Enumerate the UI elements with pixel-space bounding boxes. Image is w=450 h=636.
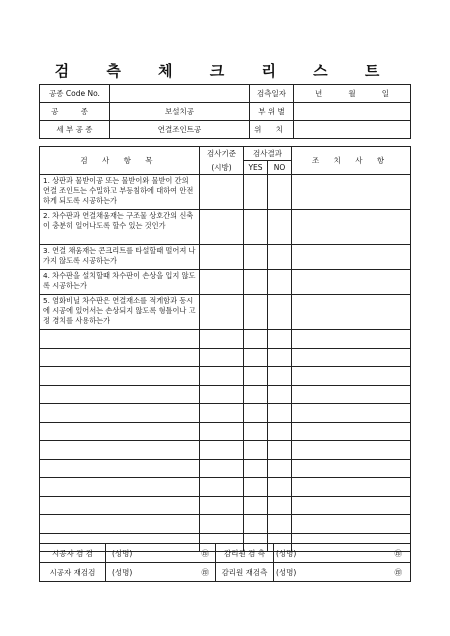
contractor-inspection-sign[interactable] (106, 544, 216, 563)
standard-header (200, 147, 244, 175)
empty-cell[interactable] (40, 404, 200, 423)
yes-header: YES (244, 161, 268, 175)
part-value[interactable] (294, 103, 411, 121)
empty-row (40, 478, 411, 497)
supervisor-inspection-label: 감리원 검 측 (216, 544, 274, 563)
empty-row (40, 348, 411, 367)
empty-cell[interactable] (40, 348, 200, 367)
empty-cell[interactable] (244, 459, 268, 478)
part-label: 부 위 별 (250, 103, 294, 121)
empty-cell[interactable] (244, 385, 268, 404)
contractor-reinspection-sign[interactable] (106, 563, 216, 582)
standard-header-line2: (시방) (211, 163, 232, 172)
checklist-row (40, 175, 411, 210)
action-cell[interactable] (292, 270, 411, 295)
empty-cell[interactable] (292, 441, 411, 460)
empty-cell[interactable] (244, 441, 268, 460)
info-table (39, 84, 411, 139)
name-placeholder: (성명) (276, 567, 297, 577)
empty-cell[interactable] (200, 348, 244, 367)
empty-cell[interactable] (244, 367, 268, 386)
empty-cell[interactable] (244, 496, 268, 515)
signature-table (39, 543, 411, 582)
empty-row (40, 404, 411, 423)
date-year-label: 년 (315, 89, 323, 98)
empty-row (40, 496, 411, 515)
empty-cell[interactable] (268, 385, 292, 404)
seal-icon: ㊞ (394, 548, 402, 558)
empty-cell[interactable] (244, 404, 268, 423)
empty-cell[interactable] (200, 330, 244, 349)
checklist-row (40, 295, 411, 330)
empty-cell[interactable] (40, 422, 200, 441)
date-month-label: 월 (348, 89, 356, 98)
name-placeholder: (성명) (276, 548, 297, 558)
empty-cell[interactable] (292, 459, 411, 478)
location-label: 위 치 (250, 121, 294, 139)
action-cell[interactable] (292, 210, 411, 245)
seal-icon: ㊞ (201, 567, 209, 577)
check-item: 4. 차수판을 설치할때 차수판이 손상을 입지 않도록 시공하는가 (40, 270, 200, 295)
supervisor-reinspection-label: 감리원 재검측 (216, 563, 274, 582)
empty-cell[interactable] (200, 441, 244, 460)
empty-cell[interactable] (244, 348, 268, 367)
empty-cell[interactable] (268, 441, 292, 460)
checklist-row (40, 245, 411, 270)
empty-cell[interactable] (40, 496, 200, 515)
seal-icon: ㊞ (201, 548, 209, 558)
empty-row (40, 367, 411, 386)
name-placeholder: (성명) (112, 548, 133, 558)
empty-cell[interactable] (200, 515, 244, 534)
empty-cell[interactable] (244, 478, 268, 497)
action-cell[interactable] (292, 175, 411, 210)
result-header: 검사결과 (244, 147, 292, 161)
standard-cell[interactable] (200, 295, 244, 330)
name-placeholder: (성명) (112, 567, 133, 577)
empty-cell[interactable] (200, 496, 244, 515)
empty-cell[interactable] (292, 478, 411, 497)
empty-cell[interactable] (268, 404, 292, 423)
empty-row (40, 330, 411, 349)
empty-cell[interactable] (40, 478, 200, 497)
date-label: 검측일자 (250, 85, 294, 103)
date-day-label: 일 (381, 89, 389, 98)
empty-cell[interactable] (40, 459, 200, 478)
empty-cell[interactable] (292, 367, 411, 386)
empty-row (40, 441, 411, 460)
work-label: 공 종 (40, 103, 110, 121)
empty-row (40, 422, 411, 441)
empty-cell[interactable] (292, 330, 411, 349)
empty-cell[interactable] (200, 478, 244, 497)
empty-cell[interactable] (268, 478, 292, 497)
standard-cell[interactable] (200, 245, 244, 270)
empty-cell[interactable] (200, 367, 244, 386)
document-title: 검 측 체 크 리 스 트 (54, 62, 396, 80)
empty-cell[interactable] (268, 459, 292, 478)
supervisor-reinspection-sign[interactable] (274, 563, 411, 582)
empty-cell[interactable] (292, 515, 411, 534)
no-header: NO (268, 161, 292, 175)
empty-cell[interactable] (268, 367, 292, 386)
no-cell[interactable] (268, 210, 292, 245)
code-label: 공종 Code No. (40, 85, 110, 103)
empty-cell[interactable] (268, 515, 292, 534)
empty-cell[interactable] (268, 330, 292, 349)
empty-cell[interactable] (268, 496, 292, 515)
empty-cell[interactable] (40, 515, 200, 534)
empty-row (40, 385, 411, 404)
no-cell[interactable] (268, 175, 292, 210)
no-cell[interactable] (268, 270, 292, 295)
empty-cell[interactable] (244, 515, 268, 534)
seal-icon: ㊞ (394, 567, 402, 577)
standard-cell[interactable] (200, 175, 244, 210)
contractor-reinspection-label: 시공자 재검검 (40, 563, 106, 582)
standard-cell[interactable] (200, 270, 244, 295)
check-item: 5. 염화비닐 차수판은 연결재소를 적게함과 동시에 시공에 있어서는 손상되지 않도록 형틀이나 고정 경치를 사용하는가 (40, 295, 200, 330)
work-value[interactable]: 보설치공 (110, 103, 250, 121)
empty-cell[interactable] (200, 404, 244, 423)
standard-cell[interactable] (200, 210, 244, 245)
location-value[interactable] (294, 121, 411, 139)
empty-cell[interactable] (292, 348, 411, 367)
empty-cell[interactable] (40, 441, 200, 460)
empty-cell[interactable] (244, 422, 268, 441)
yes-cell[interactable] (244, 245, 268, 270)
check-item: 1. 상판과 물받이공 또는 물받이와 물받이 간의 연결 조인트는 수밀하고 부등침하에 대하여 안전하게 되도록 시공하는가 (40, 175, 200, 210)
items-header: 검 사 항 목 (40, 147, 200, 175)
detail-label: 세 부 공 종 (40, 121, 110, 139)
action-header: 조 치 사 항 (292, 147, 411, 175)
empty-cell[interactable] (40, 367, 200, 386)
yes-cell[interactable] (244, 210, 268, 245)
empty-cell[interactable] (292, 422, 411, 441)
empty-cell[interactable] (244, 330, 268, 349)
code-value[interactable] (110, 85, 250, 103)
empty-cell[interactable] (292, 496, 411, 515)
signature-row (40, 563, 411, 582)
empty-row (40, 515, 411, 534)
empty-row (40, 459, 411, 478)
action-cell[interactable] (292, 245, 411, 270)
date-value[interactable] (294, 85, 411, 103)
check-item: 3. 연결 채움재는 콘크리트를 타설할때 떨어져 나가지 않도록 시공하는가 (40, 245, 200, 270)
no-cell[interactable] (268, 295, 292, 330)
empty-cell[interactable] (292, 385, 411, 404)
yes-cell[interactable] (244, 270, 268, 295)
empty-cell[interactable] (268, 422, 292, 441)
detail-value[interactable]: 연결조인트공 (110, 121, 250, 139)
checklist-row (40, 210, 411, 245)
empty-cell[interactable] (200, 459, 244, 478)
empty-cell[interactable] (40, 385, 200, 404)
empty-cell[interactable] (40, 330, 200, 349)
no-cell[interactable] (268, 245, 292, 270)
empty-cell[interactable] (292, 404, 411, 423)
contractor-inspection-label: 시공자 검 검 (40, 544, 106, 563)
standard-header-line1: 검사기준 (207, 149, 236, 158)
signature-row (40, 544, 411, 563)
checklist-table (39, 146, 411, 552)
empty-cell[interactable] (200, 422, 244, 441)
supervisor-inspection-sign[interactable] (274, 544, 411, 563)
empty-cell[interactable] (200, 385, 244, 404)
yes-cell[interactable] (244, 295, 268, 330)
check-item: 2. 차수판과 연결채움재는 구조물 상호간의 신축이 충분히 일어나도록 할수 있는 것인가 (40, 210, 200, 245)
action-cell[interactable] (292, 295, 411, 330)
empty-cell[interactable] (268, 348, 292, 367)
yes-cell[interactable] (244, 175, 268, 210)
checklist-row (40, 270, 411, 295)
